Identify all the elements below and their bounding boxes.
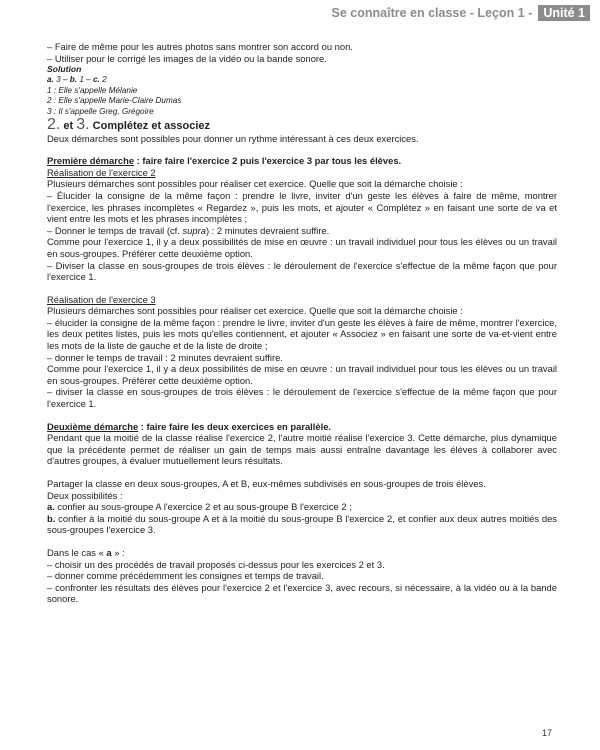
- unit-badge: Unité 1: [538, 5, 590, 21]
- solution-item: 1 : Elle s'appelle Mélanie: [47, 85, 138, 95]
- first-approach-heading: Première démarche : faire faire l'exercice 2 puis l'exercice 3 par tous les élèves.: [47, 155, 402, 167]
- paragraph: – choisir un des procédés de travail proposés ci-dessus pour les exercices 2 et 3.: [47, 558, 385, 570]
- header-title: Se connaître en classe - Leçon 1 -: [331, 6, 533, 20]
- section-title: 2. et 3. Complétez et associez: [47, 115, 211, 133]
- solution-item: 3 : Il s'appelle Greg, Grégoire: [47, 106, 154, 116]
- paragraph: Comme pour l'exercice 1, il y a deux possibilités de mise en œuvre : un travail individuel pour tous les élèves ou un travail en sous-groupes. Préférer cette deuxième option.: [47, 363, 557, 386]
- option-b: b. confier à la moitié du sous-groupe A et à la moitié du sous-groupe B l'exercice 2, et confier aux deux autres moitiés des sous-groupes l'exercice 3.: [47, 512, 557, 536]
- paragraph: – élucider la consigne de la même façon : prendre le livre, inviter d'un geste les élèves à faire de même, montrer l'exercice, les deux petites listes, puis les mots qu'elles contiennent, et ajouter « Associez » en faisant une sorte de va-et-vient entre les mots de la liste de gauche et de la liste de droite ;: [47, 316, 557, 352]
- paragraph: – Donner le temps de travail (cf. supra) : 2 minutes devraient suffire.: [47, 224, 330, 236]
- solution-answers: a. 3 – b. 1 – c. 2: [47, 75, 107, 85]
- paragraph: Plusieurs démarches sont possibles pour réaliser cet exercice. Quelle que soit la démarche choisie :: [47, 178, 463, 190]
- paragraph: – Diviser la classe en sous-groupes de trois élèves : le déroulement de l'exercice s'effectue de la même façon que pour l'exercice 1.: [47, 259, 557, 283]
- paragraph: Pendant que la moitié de la classe réalise l'exercice 2, l'autre moitié réalise l'exercice 3. Cette démarche, plus dynamique que la précédente permet de réaliser un gain de temps mais aussi entraîne davantage les élèves à collaborer avec d'autres groupes, à évaluer mutuellement leurs résultats.: [47, 432, 557, 467]
- paragraph: – confronter les résultats des élèves pour l'exercice 2 et l'exercice 3, avec recours, si nécessaire, à la vidéo ou à la bande sonore.: [47, 581, 557, 605]
- section-intro: Deux démarches sont possibles pour donner un rythme intéressant à ces deux exercices.: [47, 132, 419, 144]
- intro-line: – Faire de même pour les autres photos sans montrer son accord ou non.: [47, 41, 353, 52]
- paragraph: Deux possibilités :: [47, 489, 123, 501]
- page-number: 17: [541, 728, 552, 738]
- paragraph: – diviser la classe en sous-groupes de trois élèves : le déroulement de l'exercice s'effectue de la même façon que pour l'exercice 1.: [47, 386, 557, 410]
- paragraph: – donner comme précédemment les consignes et temps de travail.: [47, 570, 324, 582]
- intro-line: – Utiliser pour le corrigé les images de la vidéo ou la bande sonore.: [47, 52, 327, 64]
- paragraph: Partager la classe en deux sous-groupes, A et B, eux-mêmes subdivisés en sous-groupes de trois élèves.: [47, 478, 486, 489]
- solution-title: Solution: [47, 64, 82, 75]
- paragraph: – donner le temps de travail : 2 minutes devraient suffire.: [47, 351, 283, 363]
- paragraph: Comme pour l'exercice 1, il y a deux possibilités de mise en œuvre : un travail individuel pour tous les élèves ou un travail en sous-groupes. Préférer cette deuxième option.: [47, 236, 557, 259]
- exercise3-title: Réalisation de l'exercice 3: [47, 293, 156, 305]
- option-a: a. confier au sous-groupe A l'exercice 2 et au sous-groupe B l'exercice 2 ;: [47, 501, 352, 513]
- page-content: [47, 41, 557, 605]
- second-approach-heading: Deuxième démarche : faire faire les deux exercices en parallèle.: [47, 420, 332, 432]
- paragraph: Plusieurs démarches sont possibles pour réaliser cet exercice. Quelle que soit la démarche choisie :: [47, 305, 463, 317]
- exercise2-title: Réalisation de l'exercice 2: [47, 166, 156, 178]
- solution-item: 2 : Elle s'appelle Marie-Claire Dumas: [47, 96, 182, 106]
- paragraph: – Élucider la consigne de la même façon : prendre le livre, inviter d'un geste les élèves à faire de même, montrer l'exercice, les phrases incomplètes « Regardez », puis les mots, et ajouter « Complétez » en faisant une sorte de va et vient entre les mots et les phrases incomplètes ;: [47, 189, 557, 225]
- case-intro: Dans le cas « a » :: [47, 546, 125, 558]
- running-header: [332, 4, 590, 22]
